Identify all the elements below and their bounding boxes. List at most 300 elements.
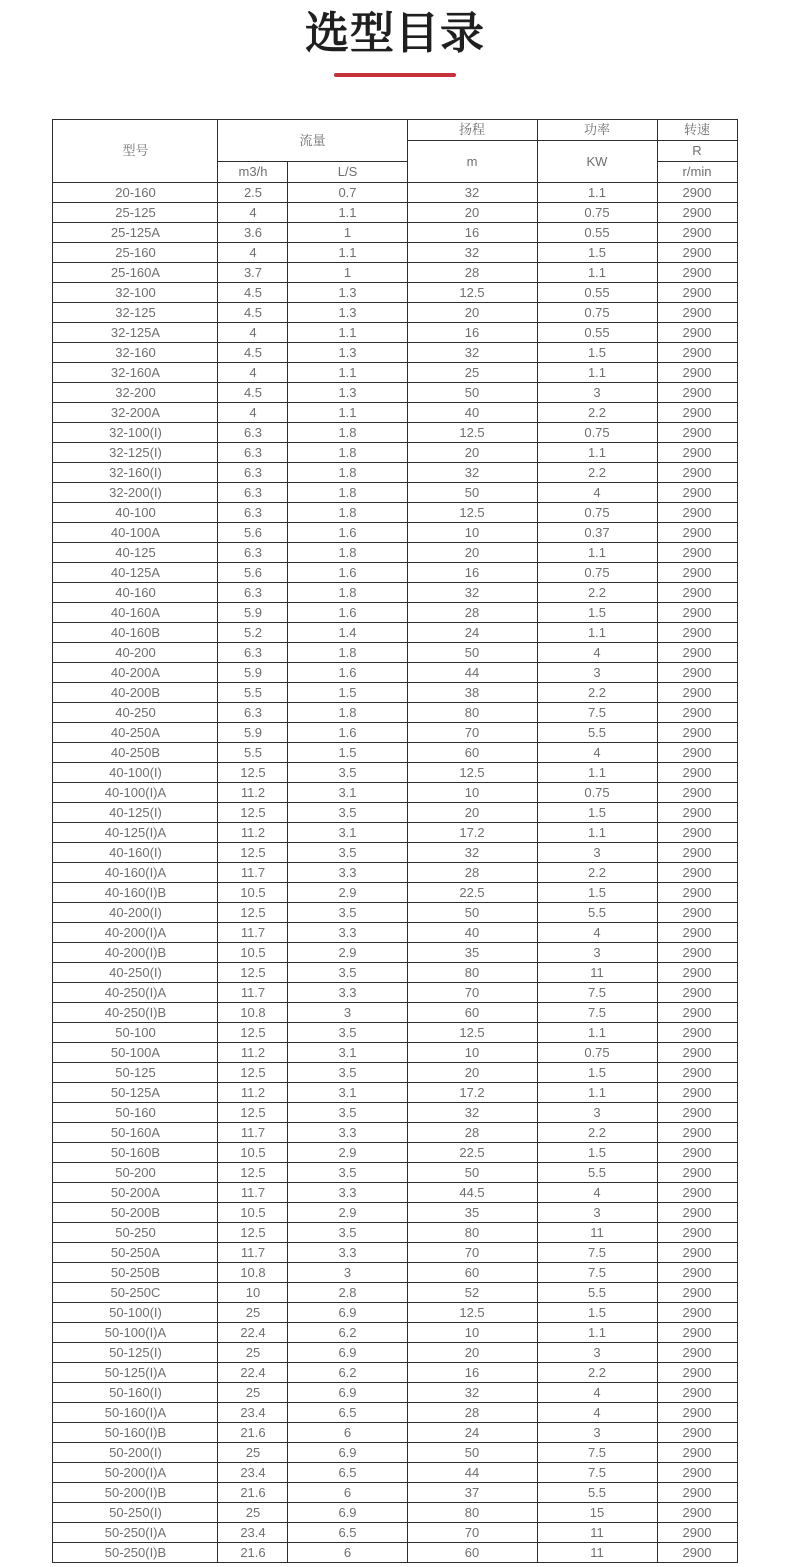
table-cell: 1.6 xyxy=(288,602,407,622)
table-cell: 20 xyxy=(407,1342,537,1362)
table-cell: 3.3 xyxy=(288,1122,407,1142)
table-row xyxy=(53,822,737,842)
table-cell: 1.8 xyxy=(288,502,407,522)
table-cell: 1.8 xyxy=(288,702,407,722)
table-cell: 4 xyxy=(537,922,657,942)
table-row xyxy=(53,1222,737,1242)
table-cell: 3 xyxy=(537,662,657,682)
table-cell: 50-250(I) xyxy=(53,1502,218,1522)
table-cell: 3.5 xyxy=(288,802,407,822)
table-cell: 2900 xyxy=(657,822,737,842)
title-divider xyxy=(334,73,456,77)
table-cell: 11.7 xyxy=(218,922,288,942)
table-cell: 20 xyxy=(407,1062,537,1082)
table-cell: 2900 xyxy=(657,1402,737,1422)
table-cell: 12.5 xyxy=(218,1022,288,1042)
table-cell: 12.5 xyxy=(407,422,537,442)
table-cell: 40-125(I) xyxy=(53,802,218,822)
table-cell: 80 xyxy=(407,1222,537,1242)
table-cell: 60 xyxy=(407,1542,537,1562)
table-cell: 25-160A xyxy=(53,262,218,282)
table-cell: 2900 xyxy=(657,702,737,722)
header-row-1 xyxy=(53,119,737,140)
table-cell: 6.9 xyxy=(288,1382,407,1402)
table-cell: 40-160(I)B xyxy=(53,882,218,902)
table-cell: 23.4 xyxy=(218,1522,288,1542)
table-cell: 0.75 xyxy=(537,502,657,522)
table-cell: 70 xyxy=(407,1242,537,1262)
table-cell: 4 xyxy=(537,1382,657,1402)
table-row xyxy=(53,1262,737,1282)
table-cell: 6 xyxy=(288,1542,407,1562)
table-cell: 1.1 xyxy=(288,322,407,342)
table-cell: 21.6 xyxy=(218,1542,288,1562)
table-cell: 22.5 xyxy=(407,1142,537,1162)
table-cell: 3 xyxy=(288,1002,407,1022)
table-cell: 2900 xyxy=(657,962,737,982)
table-cell: 3 xyxy=(537,1342,657,1362)
table-cell: 12.5 xyxy=(407,1302,537,1322)
table-cell: 10.5 xyxy=(218,1142,288,1162)
table-cell: 1.1 xyxy=(537,1082,657,1102)
table-cell: 25 xyxy=(218,1382,288,1402)
table-cell: 11.2 xyxy=(218,782,288,802)
table-cell: 50-100(I) xyxy=(53,1302,218,1322)
table-cell: 1.3 xyxy=(288,302,407,322)
table-cell: 1.8 xyxy=(288,542,407,562)
table-cell: 4 xyxy=(537,482,657,502)
table-row xyxy=(53,1042,737,1062)
table-cell: 12.5 xyxy=(218,1222,288,1242)
table-cell: 5.9 xyxy=(218,662,288,682)
table-cell: 32-125 xyxy=(53,302,218,322)
table-cell: 2900 xyxy=(657,1502,737,1522)
table-cell: 40-160(I) xyxy=(53,842,218,862)
table-row xyxy=(53,622,737,642)
table-cell: 16 xyxy=(407,322,537,342)
table-cell: 1.1 xyxy=(537,362,657,382)
table-cell: 50-160(I)A xyxy=(53,1402,218,1422)
table-row xyxy=(53,222,737,242)
table-cell: 32-125(I) xyxy=(53,442,218,462)
table-row xyxy=(53,742,737,762)
table-cell: 2900 xyxy=(657,1362,737,1382)
table-cell: 2900 xyxy=(657,1382,737,1402)
table-cell: 40-160B xyxy=(53,622,218,642)
col-header-speed-r: R xyxy=(657,140,737,161)
table-cell: 25-125 xyxy=(53,202,218,222)
table-cell: 6.3 xyxy=(218,542,288,562)
table-cell: 2900 xyxy=(657,1042,737,1062)
table-cell: 5.5 xyxy=(218,682,288,702)
table-cell: 24 xyxy=(407,1422,537,1442)
table-cell: 6.3 xyxy=(218,442,288,462)
table-cell: 0.75 xyxy=(537,1042,657,1062)
table-row xyxy=(53,902,737,922)
table-cell: 3.5 xyxy=(288,962,407,982)
table-cell: 1.8 xyxy=(288,462,407,482)
table-cell: 80 xyxy=(407,1502,537,1522)
table-cell: 2900 xyxy=(657,642,737,662)
table-cell: 5.5 xyxy=(537,1282,657,1302)
table-cell: 12.5 xyxy=(407,282,537,302)
table-cell: 2900 xyxy=(657,322,737,342)
table-cell: 2900 xyxy=(657,862,737,882)
table-cell: 50-200A xyxy=(53,1182,218,1202)
table-cell: 11 xyxy=(537,1222,657,1242)
table-cell: 4.5 xyxy=(218,382,288,402)
table-cell: 50 xyxy=(407,642,537,662)
table-cell: 22.5 xyxy=(407,882,537,902)
table-cell: 1.1 xyxy=(288,202,407,222)
table-row xyxy=(53,1482,737,1502)
table-cell: 16 xyxy=(407,1362,537,1382)
table-row xyxy=(53,1402,737,1422)
table-cell: 35 xyxy=(407,1202,537,1222)
table-cell: 2900 xyxy=(657,302,737,322)
table-cell: 11 xyxy=(537,962,657,982)
table-cell: 28 xyxy=(407,862,537,882)
table-cell: 32-160 xyxy=(53,342,218,362)
table-cell: 11 xyxy=(537,1522,657,1542)
table-cell: 40-250(I)B xyxy=(53,1002,218,1022)
table-cell: 44 xyxy=(407,662,537,682)
col-header-head-unit: m xyxy=(407,140,537,182)
table-cell: 2900 xyxy=(657,1002,737,1022)
table-cell: 11.2 xyxy=(218,1082,288,1102)
table-cell: 1.1 xyxy=(288,242,407,262)
table-cell: 40 xyxy=(407,402,537,422)
table-cell: 52 xyxy=(407,1282,537,1302)
table-cell: 2900 xyxy=(657,222,737,242)
table-cell: 16 xyxy=(407,222,537,242)
table-cell: 0.75 xyxy=(537,562,657,582)
table-cell: 5.5 xyxy=(537,1482,657,1502)
col-header-speed: 转速 xyxy=(657,119,737,140)
table-cell: 6.3 xyxy=(218,422,288,442)
table-cell: 3 xyxy=(537,382,657,402)
table-cell: 2900 xyxy=(657,402,737,422)
table-row xyxy=(53,422,737,442)
table-cell: 1.3 xyxy=(288,342,407,362)
table-cell: 3.3 xyxy=(288,1242,407,1262)
table-cell: 1.8 xyxy=(288,442,407,462)
table-cell: 2900 xyxy=(657,1262,737,1282)
table-cell: 4 xyxy=(218,202,288,222)
table-row xyxy=(53,1502,737,1522)
table-cell: 2900 xyxy=(657,502,737,522)
table-cell: 50-200 xyxy=(53,1162,218,1182)
table-cell: 38 xyxy=(407,682,537,702)
table-cell: 1.5 xyxy=(537,342,657,362)
table-cell: 1.3 xyxy=(288,282,407,302)
table-cell: 0.55 xyxy=(537,322,657,342)
table-cell: 4 xyxy=(218,362,288,382)
table-cell: 12.5 xyxy=(407,762,537,782)
table-row xyxy=(53,882,737,902)
table-cell: 3.6 xyxy=(218,222,288,242)
table-cell: 2900 xyxy=(657,582,737,602)
table-cell: 16 xyxy=(407,562,537,582)
table-cell: 50 xyxy=(407,382,537,402)
table-cell: 40-125A xyxy=(53,562,218,582)
table-row xyxy=(53,842,737,862)
table-row xyxy=(53,1122,737,1142)
table-cell: 10 xyxy=(407,1322,537,1342)
table-cell: 50-250C xyxy=(53,1282,218,1302)
table-cell: 12.5 xyxy=(218,902,288,922)
table-cell: 32 xyxy=(407,1382,537,1402)
table-cell: 2900 xyxy=(657,1102,737,1122)
table-cell: 1.5 xyxy=(537,602,657,622)
table-cell: 2900 xyxy=(657,1302,737,1322)
table-cell: 5.5 xyxy=(537,1162,657,1182)
table-cell: 1.1 xyxy=(537,622,657,642)
table-cell: 3 xyxy=(537,1202,657,1222)
table-cell: 6 xyxy=(288,1482,407,1502)
table-row xyxy=(53,682,737,702)
page-title: 选型目录 xyxy=(305,9,485,58)
table-cell: 2.2 xyxy=(537,682,657,702)
table-row xyxy=(53,1162,737,1182)
table-cell: 40-100A xyxy=(53,522,218,542)
table-cell: 1.6 xyxy=(288,562,407,582)
table-cell: 24 xyxy=(407,622,537,642)
table-cell: 10.8 xyxy=(218,1002,288,1022)
table-cell: 40-160 xyxy=(53,582,218,602)
table-cell: 2900 xyxy=(657,562,737,582)
table-cell: 4.5 xyxy=(218,342,288,362)
table-cell: 50 xyxy=(407,1442,537,1462)
table-row xyxy=(53,1322,737,1342)
table-cell: 50-250A xyxy=(53,1242,218,1262)
table-row xyxy=(53,402,737,422)
table-cell: 3.3 xyxy=(288,982,407,1002)
table-cell: 20 xyxy=(407,442,537,462)
table-row xyxy=(53,322,737,342)
table-cell: 2900 xyxy=(657,662,737,682)
table-cell: 40-200B xyxy=(53,682,218,702)
table-cell: 3.1 xyxy=(288,1082,407,1102)
table-cell: 1 xyxy=(288,262,407,282)
table-cell: 50-250(I)A xyxy=(53,1522,218,1542)
table-cell: 2.2 xyxy=(537,1122,657,1142)
table-cell: 7.5 xyxy=(537,702,657,722)
table-cell: 50-125A xyxy=(53,1082,218,1102)
table-cell: 1.8 xyxy=(288,482,407,502)
table-cell: 1.1 xyxy=(537,182,657,202)
table-cell: 2900 xyxy=(657,262,737,282)
table-row xyxy=(53,382,737,402)
table-cell: 1.6 xyxy=(288,662,407,682)
table-cell: 1.5 xyxy=(537,1142,657,1162)
table-cell: 32-200A xyxy=(53,402,218,422)
table-cell: 3.5 xyxy=(288,1022,407,1042)
table-cell: 1 xyxy=(288,222,407,242)
table-cell: 2900 xyxy=(657,1242,737,1262)
table-cell: 1.8 xyxy=(288,422,407,442)
table-cell: 0.75 xyxy=(537,302,657,322)
table-cell: 6.5 xyxy=(288,1462,407,1482)
table-cell: 11.2 xyxy=(218,822,288,842)
table-row xyxy=(53,1302,737,1322)
selection-catalog-table xyxy=(52,119,737,1563)
table-cell: 12.5 xyxy=(218,962,288,982)
table-cell: 2.5 xyxy=(218,182,288,202)
table-cell: 2900 xyxy=(657,1062,737,1082)
table-cell: 2900 xyxy=(657,1082,737,1102)
table-cell: 1.8 xyxy=(288,642,407,662)
table-cell: 2.9 xyxy=(288,942,407,962)
table-cell: 44 xyxy=(407,1462,537,1482)
table-cell: 60 xyxy=(407,1262,537,1282)
table-row xyxy=(53,722,737,742)
table-cell: 40 xyxy=(407,922,537,942)
table-cell: 3 xyxy=(288,1262,407,1282)
table-cell: 0.55 xyxy=(537,222,657,242)
table-row xyxy=(53,482,737,502)
table-row xyxy=(53,502,737,522)
table-cell: 22.4 xyxy=(218,1322,288,1342)
table-cell: 2900 xyxy=(657,242,737,262)
table-row xyxy=(53,962,737,982)
table-cell: 3.5 xyxy=(288,762,407,782)
table-cell: 6.3 xyxy=(218,482,288,502)
table-cell: 0.75 xyxy=(537,782,657,802)
table-cell: 50-160(I)B xyxy=(53,1422,218,1442)
table-row xyxy=(53,1282,737,1302)
table-cell: 40-250(I) xyxy=(53,962,218,982)
table-cell: 3.7 xyxy=(218,262,288,282)
col-header-model: 型号 xyxy=(53,119,218,182)
table-cell: 3.5 xyxy=(288,902,407,922)
table-row xyxy=(53,1142,737,1162)
table-cell: 10.5 xyxy=(218,882,288,902)
col-header-power-unit: KW xyxy=(537,140,657,182)
table-cell: 40-250 xyxy=(53,702,218,722)
table-cell: 50-125(I)A xyxy=(53,1362,218,1382)
table-cell: 20-160 xyxy=(53,182,218,202)
table-cell: 4 xyxy=(537,742,657,762)
table-cell: 2900 xyxy=(657,1422,737,1442)
table-cell: 2900 xyxy=(657,1202,737,1222)
table-cell: 3 xyxy=(537,942,657,962)
table-cell: 1.1 xyxy=(537,262,657,282)
table-cell: 2900 xyxy=(657,1022,737,1042)
table-cell: 0.55 xyxy=(537,282,657,302)
table-row xyxy=(53,1002,737,1022)
table-row xyxy=(53,1442,737,1462)
table-cell: 1.1 xyxy=(288,402,407,422)
table-cell: 2900 xyxy=(657,622,737,642)
table-cell: 4 xyxy=(537,1182,657,1202)
table-cell: 2900 xyxy=(657,882,737,902)
table-cell: 5.5 xyxy=(537,902,657,922)
table-cell: 2900 xyxy=(657,462,737,482)
table-cell: 15 xyxy=(537,1502,657,1522)
table-cell: 25 xyxy=(218,1502,288,1522)
table-cell: 20 xyxy=(407,802,537,822)
table-row xyxy=(53,262,737,282)
table-cell: 23.4 xyxy=(218,1402,288,1422)
table-cell: 50 xyxy=(407,1162,537,1182)
table-cell: 11.2 xyxy=(218,1042,288,1062)
table-cell: 50-125(I) xyxy=(53,1342,218,1362)
table-cell: 11.7 xyxy=(218,1122,288,1142)
table-cell: 32-160(I) xyxy=(53,462,218,482)
table-cell: 3.1 xyxy=(288,1042,407,1062)
table-header xyxy=(53,119,737,182)
table-cell: 50-125 xyxy=(53,1062,218,1082)
table-row xyxy=(53,582,737,602)
table-cell: 80 xyxy=(407,962,537,982)
table-cell: 40-160(I)A xyxy=(53,862,218,882)
table-cell: 7.5 xyxy=(537,1242,657,1262)
table-cell: 5.5 xyxy=(218,742,288,762)
table-cell: 2900 xyxy=(657,1342,737,1362)
table-row xyxy=(53,942,737,962)
table-cell: 50 xyxy=(407,902,537,922)
table-cell: 10 xyxy=(407,782,537,802)
table-row xyxy=(53,922,737,942)
table-cell: 3.5 xyxy=(288,1222,407,1242)
table-cell: 2.2 xyxy=(537,582,657,602)
table-cell: 40-250(I)A xyxy=(53,982,218,1002)
col-header-power: 功率 xyxy=(537,119,657,140)
table-cell: 12.5 xyxy=(218,762,288,782)
table-cell: 7.5 xyxy=(537,982,657,1002)
table-cell: 50-100A xyxy=(53,1042,218,1062)
table-cell: 10 xyxy=(218,1282,288,1302)
table-cell: 40-200 xyxy=(53,642,218,662)
table-cell: 3.5 xyxy=(288,1102,407,1122)
table-cell: 50 xyxy=(407,482,537,502)
table-cell: 10 xyxy=(407,1042,537,1062)
table-cell: 2900 xyxy=(657,342,737,362)
table-row xyxy=(53,662,737,682)
table-cell: 4 xyxy=(537,642,657,662)
table-row xyxy=(53,562,737,582)
table-cell: 4.5 xyxy=(218,282,288,302)
table-cell: 40-250A xyxy=(53,722,218,742)
table-cell: 2900 xyxy=(657,782,737,802)
table-cell: 11 xyxy=(537,1542,657,1562)
table-cell: 3.5 xyxy=(288,842,407,862)
table-cell: 12.5 xyxy=(218,842,288,862)
table-cell: 7.5 xyxy=(537,1002,657,1022)
table-row xyxy=(53,442,737,462)
table-row xyxy=(53,1062,737,1082)
table-cell: 3.5 xyxy=(288,1062,407,1082)
table-cell: 50-160B xyxy=(53,1142,218,1162)
table-row xyxy=(53,542,737,562)
table-cell: 1.3 xyxy=(288,382,407,402)
table-cell: 2900 xyxy=(657,922,737,942)
table-cell: 4 xyxy=(537,1402,657,1422)
table-cell: 12.5 xyxy=(407,502,537,522)
table-cell: 1.5 xyxy=(537,1062,657,1082)
table-cell: 25 xyxy=(407,362,537,382)
table-cell: 4.5 xyxy=(218,302,288,322)
table-cell: 3 xyxy=(537,1422,657,1442)
table-row xyxy=(53,282,737,302)
table-cell: 6.9 xyxy=(288,1302,407,1322)
table-cell: 32 xyxy=(407,1102,537,1122)
table-cell: 2900 xyxy=(657,1162,737,1182)
table-cell: 20 xyxy=(407,202,537,222)
table-row xyxy=(53,1102,737,1122)
col-header-head: 扬程 xyxy=(407,119,537,140)
